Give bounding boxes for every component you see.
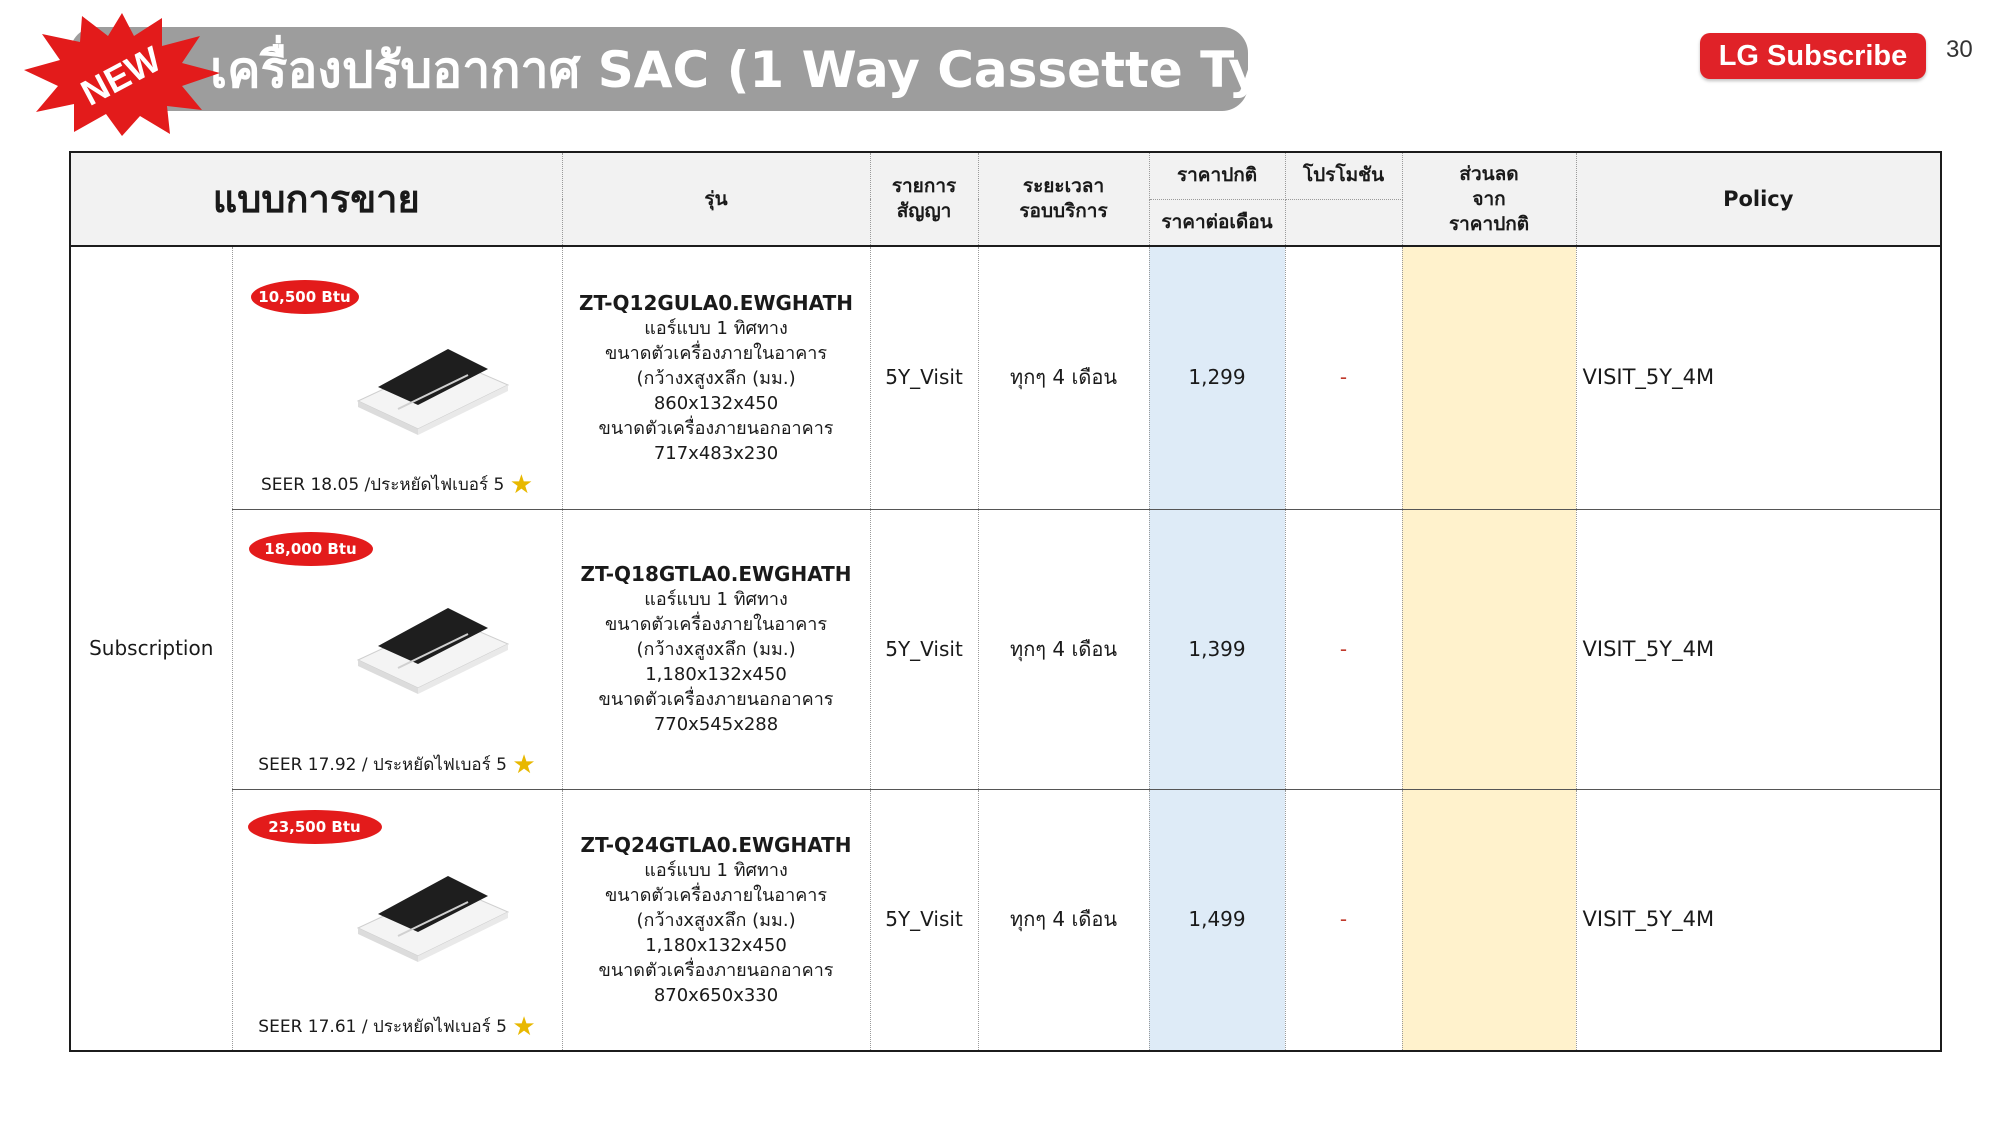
period-cell: ทุกๆ 4 เดือน (978, 246, 1149, 509)
outdoor-label: ขนาดตัวเครื่องภายนอกอาคาร (598, 417, 834, 439)
seer-text: SEER 18.05 /ประหยัดไฟเบอร์ 5 (261, 475, 505, 496)
table-row (70, 509, 1941, 789)
header-model: รุ่น (562, 152, 870, 246)
header-discount-line2: จาก (1472, 187, 1506, 210)
model-desc: แอร์แบบ 1 ทิศทาง (644, 317, 788, 339)
page-title: เครื่องปรับอากาศ SAC (1 Way Cassette Type) (210, 41, 1354, 99)
header-contract (870, 152, 978, 246)
indoor-size: 860x132x450 (653, 392, 779, 414)
header-period-line2: รอบบริการ (1019, 200, 1108, 222)
seer-rating (233, 470, 562, 501)
page-number: 30 (1946, 36, 1973, 63)
cassette-ac-image (338, 329, 518, 439)
star-icon: ★ (512, 1011, 536, 1042)
btu-badge: 18,000 Btu (249, 532, 373, 566)
discount-cell (1402, 246, 1576, 509)
header-discount (1402, 152, 1576, 246)
seer-text: SEER 17.92 / ประหยัดไฟเบอร์ 5 (258, 755, 507, 775)
header-promotion: โปรโมชัน (1285, 152, 1402, 199)
cassette-ac-image (338, 588, 518, 698)
indoor-label: ขนาดตัวเครื่องภายในอาคาร (605, 342, 828, 364)
indoor-size: 1,180x132x450 (645, 664, 787, 685)
promotion-cell: - (1285, 789, 1402, 1051)
model-cell (562, 789, 870, 1051)
contract-cell: 5Y_Visit (870, 789, 978, 1051)
product-cell (232, 789, 562, 1051)
policy-cell: VISIT_5Y_4M (1576, 509, 1941, 789)
header-normal-price: ราคาปกติ (1149, 152, 1285, 199)
header-discount-line1: ส่วนลด (1459, 162, 1519, 185)
period-cell: ทุกๆ 4 เดือน (978, 509, 1149, 789)
policy-cell: VISIT_5Y_4M (1576, 789, 1941, 1051)
price-cell: 1,499 (1149, 789, 1285, 1051)
model-cell (562, 509, 870, 789)
contract-cell: 5Y_Visit (870, 246, 978, 509)
table-row (70, 789, 1941, 1051)
outdoor-label: ขนาดตัวเครื่องภายนอกอาคาร (598, 959, 834, 981)
sale-type-cell: Subscription (70, 246, 232, 1051)
model-name: ZT-Q18GTLA0.EWGHATH (580, 562, 852, 586)
table-row (70, 246, 1941, 509)
product-table-wrapper (69, 151, 1940, 1052)
product-cell (232, 509, 562, 789)
product-cell (232, 246, 562, 509)
period-cell: ทุกๆ 4 เดือน (978, 789, 1149, 1051)
policy-cell: VISIT_5Y_4M (1576, 246, 1941, 509)
seer-rating (233, 750, 562, 780)
product-table (69, 151, 1942, 1052)
cassette-ac-image (338, 856, 518, 966)
new-badge (22, 8, 222, 138)
outdoor-size: 870x650x330 (653, 984, 779, 1006)
promotion-cell: - (1285, 246, 1402, 509)
model-desc: แอร์แบบ 1 ทิศทาง (644, 859, 788, 881)
indoor-label: ขนาดตัวเครื่องภายในอาคาร (605, 884, 828, 906)
dimension-label: (กว้างxสูงxลึก (มม.) (636, 909, 796, 931)
dimension-label: (กว้างxสูงxลึก (มม.) (636, 639, 796, 660)
outdoor-size: 717x483x230 (653, 442, 779, 464)
header-period-line1: ระยะเวลา (1022, 175, 1105, 197)
model-name: ZT-Q12GULA0.EWGHATH (579, 290, 853, 315)
btu-badge: 23,500 Btu (248, 810, 382, 844)
model-cell (562, 246, 870, 509)
promotion-cell: - (1285, 509, 1402, 789)
discount-cell (1402, 509, 1576, 789)
header-policy: Policy (1576, 152, 1941, 246)
dimension-label: (กว้างxสูงxลึก (มม.) (636, 367, 796, 389)
header-sale-type: แบบการขาย (70, 152, 562, 246)
star-icon: ★ (509, 470, 534, 501)
seer-text: SEER 17.61 / ประหยัดไฟเบอร์ 5 (258, 1016, 507, 1037)
price-cell: 1,399 (1149, 509, 1285, 789)
model-desc: แอร์แบบ 1 ทิศทาง (644, 589, 788, 610)
header-monthly-price: ราคาต่อเดือน (1149, 199, 1285, 246)
outdoor-label: ขนาดตัวเครื่องภายนอกอาคาร (598, 689, 834, 710)
star-icon: ★ (512, 750, 536, 780)
model-name: ZT-Q24GTLA0.EWGHATH (580, 832, 852, 857)
header-discount-line3: ราคาปกติ (1448, 212, 1530, 235)
contract-cell: 5Y_Visit (870, 509, 978, 789)
header-contract-line1: รายการ (891, 175, 957, 197)
indoor-label: ขนาดตัวเครื่องภายในอาคาร (605, 614, 828, 635)
seer-rating (233, 1011, 562, 1042)
outdoor-size: 770x545x288 (653, 714, 779, 735)
discount-cell (1402, 789, 1576, 1051)
new-badge-text: NEW (74, 37, 168, 114)
header-service-period (978, 152, 1149, 246)
indoor-size: 1,180x132x450 (645, 934, 787, 956)
lg-subscribe-button[interactable]: LG Subscribe (1700, 33, 1926, 79)
btu-badge: 10,500 Btu (251, 280, 359, 314)
price-cell: 1,299 (1149, 246, 1285, 509)
header-contract-line2: สัญญา (896, 200, 952, 222)
header-promotion-sub (1285, 199, 1402, 246)
